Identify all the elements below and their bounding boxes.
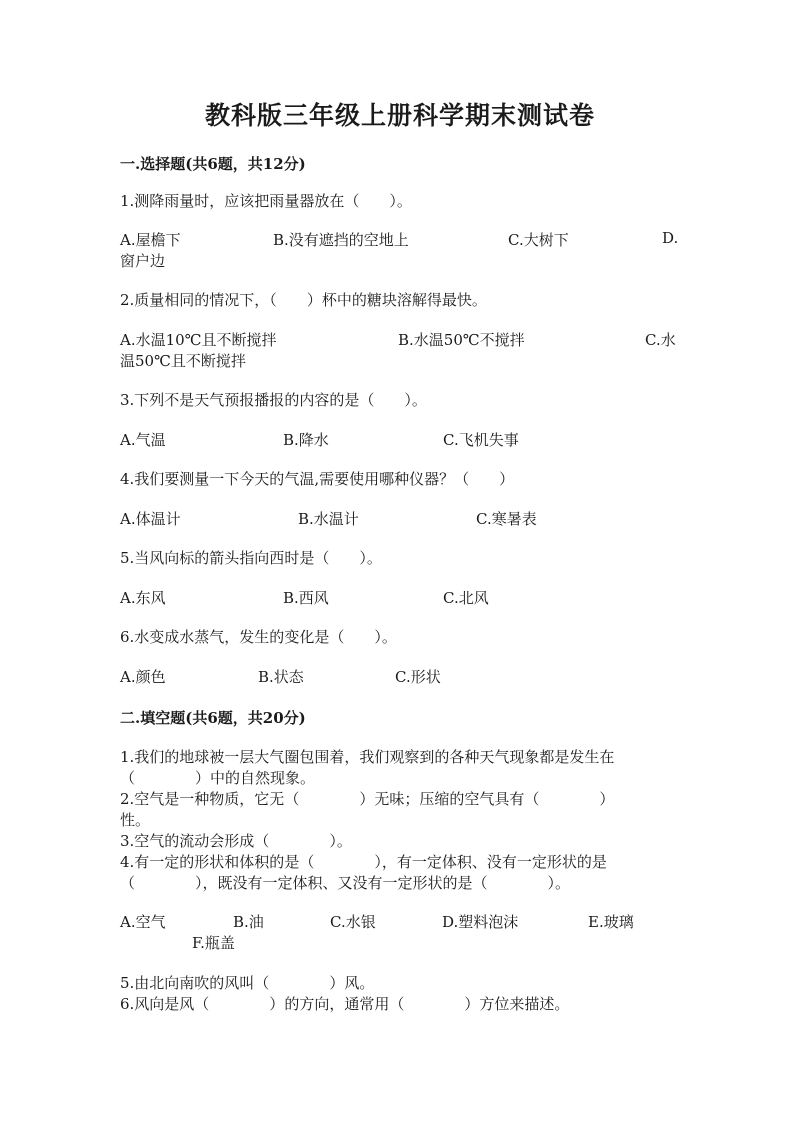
section-heading-choice: 一.选择题(共6题，共12分) [120, 155, 306, 173]
fill-line: 6.风向是风（ ）的方向，通常用（ ）方位来描述。 [120, 995, 570, 1013]
answer-option: B.水温50℃不搅拌 [398, 331, 525, 349]
answer-option: A.屋檐下 [120, 231, 181, 249]
answer-option: A.体温计 [120, 510, 181, 528]
fill-line: 1.我们的地球被一层大气圈包围着，我们观察到的各种天气现象都是发生在 [120, 748, 615, 766]
answer-option: C.寒暑表 [476, 510, 537, 528]
answer-option: A.颜色 [120, 668, 166, 686]
answer-option: C.飞机失事 [443, 431, 519, 449]
material-option: D.塑料泡沫 [442, 913, 519, 931]
fill-line: 5.由北向南吹的风叫（ ）风。 [120, 974, 375, 992]
fill-line: （ ）中的自然现象。 [120, 769, 316, 787]
answer-option: B.降水 [283, 431, 329, 449]
material-option: F.瓶盖 [192, 934, 235, 952]
question-stem: 6.水变成水蒸气，发生的变化是（ ）。 [120, 628, 397, 646]
material-option: C.水银 [330, 913, 376, 931]
question-stem: 2.质量相同的情况下，（ ）杯中的糖块溶解得最快。 [120, 291, 487, 309]
answer-option: B.水温计 [298, 510, 359, 528]
fill-line: 性。 [120, 811, 151, 829]
section-heading-fill: 二.填空题(共6题，共20分) [120, 709, 306, 727]
answer-option: B.状态 [258, 668, 304, 686]
answer-option: D. [662, 229, 679, 247]
material-option: A.空气 [120, 913, 166, 931]
fill-line: 4.有一定的形状和体积的是（ ），有一定体积、没有一定形状的是 [120, 853, 607, 871]
question-stem: 3.下列不是天气预报播报的内容的是（ ）。 [120, 391, 427, 409]
answer-option-wrap: 温50℃且不断搅拌 [120, 352, 246, 370]
answer-option: C.水 [645, 331, 676, 349]
material-option: E.玻璃 [588, 913, 634, 931]
fill-line: （ ），既没有一定体积、又没有一定形状的是（ ）。 [120, 874, 571, 892]
answer-option: C.形状 [395, 668, 441, 686]
question-stem: 4.我们要测量一下今天的气温,需要使用哪种仪器？（ ） [120, 470, 515, 488]
material-option: B.油 [233, 913, 264, 931]
answer-option: A.气温 [120, 431, 166, 449]
fill-line: 2.空气是一种物质，它无（ ）无味；压缩的空气具有（ ） [120, 790, 615, 808]
fill-line: 3.空气的流动会形成（ ）。 [120, 832, 352, 850]
answer-option: A.水温10℃且不断搅拌 [120, 331, 277, 349]
answer-option: B.西风 [283, 589, 329, 607]
answer-option: C.北风 [443, 589, 489, 607]
page-title: 教科版三年级上册科学期末测试卷 [204, 101, 595, 130]
answer-option: A.东风 [120, 589, 166, 607]
question-stem: 1.测降雨量时，应该把雨量器放在（ ）。 [120, 192, 412, 210]
answer-option: C.大树下 [508, 231, 569, 249]
answer-option: B.没有遮挡的空地上 [273, 231, 409, 249]
answer-option-wrap: 窗户边 [120, 252, 166, 270]
question-stem: 5.当风向标的箭头指向西时是（ ）。 [120, 549, 382, 567]
